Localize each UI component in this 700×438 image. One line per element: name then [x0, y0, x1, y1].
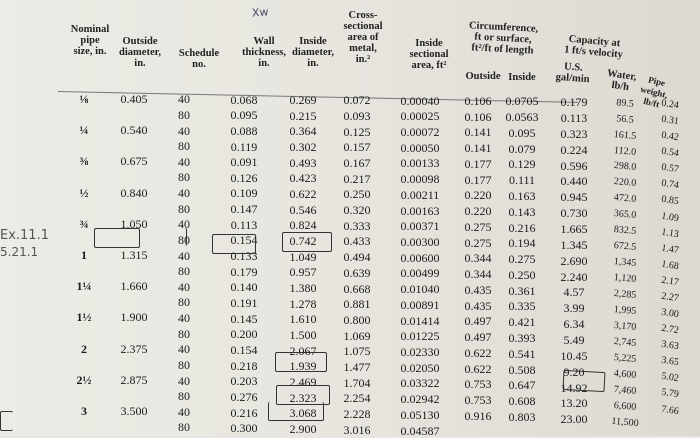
cell-gpm: 0.113 [560, 111, 588, 126]
cell-schedule: 80 [178, 326, 190, 341]
cell-pipe-weight: 3.65 [660, 354, 680, 369]
cell-circ-inside: 0.079 [508, 141, 536, 156]
cell-inside-diameter: 0.546 [289, 202, 317, 217]
cell-pipe-weight: 2.72 [660, 322, 680, 337]
cell-gpm: 5.49 [563, 333, 585, 348]
cell-schedule: 80 [178, 295, 190, 310]
cell-wall-thickness: 0.119 [230, 139, 258, 154]
cell-inside-diameter: 3.068 [289, 406, 317, 421]
cell-circ-outside: 0.753 [464, 393, 492, 408]
cell-metal-area: 0.333 [343, 218, 371, 233]
cell-pipe-weight: 0.57 [660, 162, 680, 176]
cell-water-lbh: 2,745 [613, 336, 637, 350]
cell-schedule: 80 [178, 389, 190, 404]
cell-gpm: 14.92 [560, 380, 588, 395]
cell-pipe-weight: 2.17 [660, 274, 680, 289]
cell-metal-area: 2.228 [343, 407, 371, 422]
cell-gpm: 0.323 [560, 126, 588, 141]
cell-circ-inside: 0.0705 [505, 94, 539, 109]
cell-inside-diameter: 2.469 [289, 374, 317, 389]
header-wall-thickness: Wall thickness, in. [241, 36, 287, 69]
cell-circ-inside: 0.541 [508, 346, 536, 361]
cell-water-lbh: 4,600 [613, 368, 637, 382]
cell-circ-inside: 0.803 [508, 409, 536, 424]
cell-pipe-weight: 0.74 [660, 178, 680, 192]
cell-outside-diameter: 2.375 [120, 341, 148, 356]
cell-inside-area: 0.01225 [400, 329, 440, 344]
cell-circ-inside: 0.250 [508, 267, 536, 282]
cell-circ-outside: 0.753 [464, 377, 492, 392]
cell-inside-area: 0.02330 [400, 345, 440, 360]
cell-circ-inside: 0.361 [508, 283, 536, 298]
cell-metal-area: 0.157 [343, 140, 371, 155]
cell-inside-diameter: 0.493 [289, 155, 317, 170]
cell-circ-inside: 0.095 [508, 125, 536, 140]
cell-schedule: 40 [178, 217, 190, 232]
cell-inside-area: 0.03322 [400, 376, 440, 391]
cell-water-lbh: 6,600 [613, 400, 637, 413]
cell-inside-area: 0.05130 [400, 407, 440, 422]
cell-inside-area: 0.04587 [400, 423, 440, 438]
cell-circ-outside: 0.220 [464, 204, 492, 219]
cell-water-lbh: 298.0 [613, 160, 637, 174]
cell-wall-thickness: 0.276 [230, 389, 258, 404]
header-pipe-weight: Pipe weight, lb/ft [639, 74, 669, 110]
cell-circ-outside: 0.497 [464, 330, 492, 345]
cell-inside-diameter: 0.824 [289, 218, 317, 233]
cell-gpm: 2.240 [560, 269, 588, 284]
cell-nominal-size: 1½ [76, 310, 92, 325]
cell-metal-area: 0.800 [343, 312, 371, 327]
cell-gpm: 13.20 [560, 396, 588, 411]
cell-wall-thickness: 0.216 [230, 405, 258, 420]
cell-pipe-weight: 1.68 [660, 258, 680, 273]
cell-water-lbh: 161.5 [613, 128, 637, 142]
cell-metal-area: 0.494 [343, 250, 371, 265]
cell-outside-diameter: 0.540 [120, 123, 148, 138]
cell-outside-diameter: 2.875 [120, 372, 148, 387]
cell-gpm: 6.34 [563, 317, 585, 332]
cell-circ-outside: 0.177 [464, 156, 492, 171]
cell-metal-area: 0.881 [343, 297, 371, 312]
cell-circ-inside: 0.0563 [505, 110, 539, 125]
cell-metal-area: 1.069 [343, 328, 371, 343]
cell-nominal-size: ¾ [79, 216, 89, 231]
cell-inside-diameter: 1.500 [289, 327, 317, 342]
cell-nominal-size: 1¼ [76, 279, 92, 294]
cell-wall-thickness: 0.095 [230, 108, 258, 123]
cell-nominal-size: 1 [81, 248, 87, 262]
cell-wall-thickness: 0.133 [230, 249, 258, 264]
cell-metal-area: 1.477 [343, 360, 371, 375]
cell-circ-inside: 0.393 [508, 331, 536, 346]
cell-metal-area: 0.125 [343, 124, 371, 139]
cell-water-lbh: 220.0 [613, 176, 637, 190]
cell-gpm: 0.224 [560, 142, 588, 157]
cell-metal-area: 2.254 [343, 391, 371, 406]
cell-circ-outside: 0.141 [464, 141, 492, 156]
cell-water-lbh: 1,120 [613, 272, 637, 286]
cell-pipe-weight: 3.00 [660, 306, 680, 321]
cell-circ-outside: 0.275 [464, 219, 492, 234]
cell-inside-area: 0.00163 [400, 203, 440, 218]
cell-circ-inside: 0.275 [508, 252, 536, 267]
cell-schedule: 40 [178, 186, 190, 201]
cell-inside-area: 0.00098 [400, 172, 440, 187]
cell-inside-diameter: 0.215 [289, 108, 317, 123]
cell-inside-diameter: 0.622 [289, 186, 317, 201]
header-metal-area: Cross- sectional area of metal, in.² [343, 10, 383, 65]
cell-outside-diameter: 0.675 [120, 154, 148, 169]
cell-inside-area: 0.00891 [400, 297, 440, 312]
cell-pipe-weight: 0.42 [660, 129, 680, 144]
cell-gpm: 3.99 [563, 301, 585, 316]
cell-pipe-weight: 0.31 [660, 113, 680, 128]
cell-inside-area: 0.02050 [400, 360, 440, 375]
cell-inside-diameter: 1.939 [289, 359, 317, 374]
cell-water-lbh: 2,285 [613, 288, 637, 302]
cell-circ-outside: 0.622 [464, 345, 492, 360]
cell-water-lbh: 1,345 [613, 256, 637, 270]
cell-circ-outside: 0.275 [464, 235, 492, 250]
handwritten-note-ex-11-1: Ex.11.1 [0, 228, 49, 243]
cell-inside-diameter: 1.049 [289, 249, 317, 264]
cell-pipe-weight: 0.24 [660, 97, 680, 112]
cell-schedule: 80 [178, 201, 190, 216]
cell-inside-diameter: 0.742 [289, 233, 317, 248]
cell-gpm: 1.665 [560, 222, 588, 237]
cell-water-lbh: 112.0 [613, 144, 637, 158]
header-water-lbh: Water, lb/h [606, 68, 638, 94]
cell-circ-outside: 0.220 [464, 188, 492, 203]
cell-gpm: 0.440 [560, 174, 588, 189]
pen-box-od-1315 [94, 228, 140, 248]
cell-inside-area: 0.00072 [400, 124, 440, 139]
cell-circ-inside: 0.163 [508, 189, 536, 203]
cell-schedule: 40 [178, 92, 190, 107]
cell-inside-diameter: 2.323 [289, 390, 317, 405]
cell-schedule: 40 [178, 311, 190, 326]
cell-wall-thickness: 0.179 [230, 264, 258, 279]
cell-inside-area: 0.01414 [400, 313, 440, 328]
cell-metal-area: 3.016 [343, 422, 371, 437]
cell-inside-area: 0.00133 [400, 156, 440, 171]
cell-wall-thickness: 0.068 [230, 92, 258, 107]
cell-inside-diameter: 0.423 [289, 171, 317, 186]
cell-inside-diameter: 1.610 [289, 312, 317, 327]
cell-inside-area: 0.02942 [400, 392, 440, 407]
cell-outside-diameter: 0.405 [120, 92, 148, 106]
cell-metal-area: 0.433 [343, 234, 371, 249]
cell-circ-outside: 0.344 [464, 251, 492, 266]
cell-inside-diameter: 0.364 [289, 124, 317, 139]
cell-circ-inside: 0.194 [508, 236, 536, 251]
cell-wall-thickness: 0.191 [230, 296, 258, 311]
cell-wall-thickness: 0.147 [230, 202, 258, 217]
header-outside-diameter: Outside diameter, in. [119, 36, 161, 69]
cell-metal-area: 1.704 [343, 375, 371, 390]
cell-nominal-size: ½ [79, 185, 89, 200]
cell-gpm: 10.45 [560, 348, 588, 363]
cell-gpm: 23.00 [560, 412, 588, 427]
cell-gpm: 0.730 [560, 206, 588, 221]
cell-circ-inside: 0.508 [508, 362, 536, 377]
cell-pipe-weight: 0.54 [660, 145, 680, 160]
cell-metal-area: 0.217 [343, 171, 371, 186]
cell-wall-thickness: 0.218 [230, 358, 258, 373]
cell-gpm: 2.690 [560, 253, 588, 268]
cell-inside-area: 0.00211 [400, 187, 440, 202]
cell-circ-outside: 0.106 [464, 93, 492, 108]
cell-schedule: 80 [178, 357, 190, 372]
cell-pipe-weight: 5.02 [660, 371, 680, 385]
cell-wall-thickness: 0.109 [230, 186, 258, 201]
cell-outside-diameter: 3.500 [120, 404, 148, 418]
cell-gpm: 4.57 [563, 285, 585, 300]
cell-wall-thickness: 0.300 [230, 421, 258, 436]
cell-circ-inside: 0.608 [508, 394, 536, 409]
cell-wall-thickness: 0.154 [230, 342, 258, 357]
header-schedule-no: Schedule no. [178, 48, 220, 70]
cell-inside-area: 0.01040 [400, 282, 440, 297]
cell-metal-area: 0.093 [343, 108, 371, 123]
cell-circ-outside: 0.622 [464, 361, 492, 376]
cell-gpm: 9.20 [563, 364, 585, 379]
cell-inside-diameter: 1.278 [289, 296, 317, 311]
cell-circ-outside: 0.106 [464, 109, 492, 124]
cell-water-lbh: 832.5 [613, 224, 637, 238]
pen-mark-row3 [0, 411, 13, 431]
cell-pipe-weight: 2.27 [660, 290, 680, 305]
cell-water-lbh: 672.5 [613, 240, 637, 254]
header-inside-area: Inside sectional area, ft² [409, 38, 449, 71]
cell-pipe-weight: 1.13 [660, 226, 680, 240]
header-capacity: Capacity at 1 ft/s velocity [563, 33, 624, 61]
cell-inside-area: 0.00025 [400, 109, 440, 124]
cell-wall-thickness: 0.203 [230, 374, 258, 389]
cell-inside-diameter: 0.302 [289, 139, 317, 154]
cell-circ-outside: 0.435 [464, 298, 492, 313]
cell-nominal-size: 2 [81, 341, 87, 356]
header-circumference-outside: Outside [465, 71, 501, 82]
cell-nominal-size: ¼ [79, 123, 89, 138]
cell-outside-diameter: 1.315 [120, 248, 148, 262]
cell-pipe-weight: 0.85 [660, 194, 680, 208]
cell-schedule: 40 [178, 248, 190, 263]
header-us-gal-min: U.S. gal/min [555, 61, 590, 86]
cell-wall-thickness: 0.088 [230, 123, 258, 138]
cell-circ-inside: 0.216 [508, 220, 536, 235]
cell-schedule: 40 [178, 404, 190, 419]
cell-schedule: 40 [178, 342, 190, 357]
cell-schedule: 80 [178, 232, 190, 247]
cell-schedule: 80 [178, 420, 190, 435]
cell-outside-diameter: 1.050 [120, 216, 148, 231]
cell-circ-inside: 0.129 [508, 157, 536, 172]
cell-circ-outside: 0.141 [464, 125, 492, 140]
cell-outside-diameter: 1.900 [120, 310, 148, 325]
cell-schedule: 40 [178, 279, 190, 294]
cell-pipe-weight: 3.63 [660, 338, 680, 353]
cell-schedule: 80 [178, 170, 190, 185]
cell-water-lbh: 11,500 [611, 415, 640, 430]
cell-circ-inside: 0.143 [508, 204, 536, 219]
cell-gpm: 0.596 [560, 158, 588, 173]
header-nominal-size: Nominal pipe size, in. [70, 24, 110, 57]
cell-circ-outside: 0.916 [464, 408, 492, 423]
cell-metal-area: 0.072 [343, 93, 371, 108]
cell-metal-area: 0.668 [343, 281, 371, 296]
cell-inside-area: 0.00040 [400, 93, 440, 108]
cell-inside-area: 0.00300 [400, 234, 440, 249]
cell-water-lbh: 1,995 [613, 304, 637, 318]
cell-pipe-weight: 7.66 [660, 403, 680, 417]
cell-circ-inside: 0.647 [508, 378, 536, 393]
cell-wall-thickness: 0.145 [230, 311, 258, 326]
cell-circ-inside: 0.421 [508, 315, 536, 330]
cell-water-lbh: 365.0 [613, 208, 637, 222]
cell-pipe-weight: 1.47 [660, 242, 680, 257]
cell-metal-area: 1.075 [343, 344, 371, 359]
cell-schedule: 80 [178, 107, 190, 122]
cell-pipe-weight: 1.09 [660, 210, 680, 224]
cell-water-lbh: 56.5 [615, 112, 635, 126]
cell-wall-thickness: 0.126 [230, 170, 258, 185]
cell-circ-outside: 0.435 [464, 282, 492, 297]
handwritten-note-5-21-1: 5.21.1 [0, 245, 39, 259]
cell-metal-area: 0.167 [343, 155, 371, 170]
cell-circ-inside: 0.111 [508, 173, 536, 188]
cell-inside-diameter: 2.067 [289, 343, 317, 358]
header-circumference: Circumference, ft or surface, ft²/ft of length [468, 20, 539, 57]
cell-schedule: 40 [178, 373, 190, 388]
cell-metal-area: 0.639 [343, 265, 371, 280]
cell-metal-area: 0.320 [343, 203, 371, 218]
cell-metal-area: 0.250 [343, 187, 371, 202]
header-inside-diameter: Inside diameter, in. [292, 36, 334, 69]
cell-inside-area: 0.00499 [400, 266, 440, 281]
cell-wall-thickness: 0.091 [230, 155, 258, 170]
cell-circ-outside: 0.497 [464, 314, 492, 329]
cell-schedule: 80 [178, 139, 190, 154]
cell-outside-diameter: 1.660 [120, 279, 148, 294]
cell-gpm: 1.345 [560, 237, 588, 252]
cell-gpm: 0.179 [560, 95, 588, 110]
cell-nominal-size: ⅜ [79, 154, 89, 169]
cell-inside-diameter: 1.380 [289, 280, 317, 295]
cell-circ-outside: 0.344 [464, 267, 492, 282]
cell-inside-area: 0.00600 [400, 250, 440, 265]
cell-inside-area: 0.00371 [400, 219, 440, 234]
cell-wall-thickness: 0.113 [230, 217, 258, 232]
cell-water-lbh: 3,170 [613, 320, 637, 334]
cell-outside-diameter: 0.840 [120, 185, 148, 200]
cell-inside-area: 0.00050 [400, 140, 440, 155]
cell-schedule: 80 [178, 264, 190, 279]
cell-schedule: 40 [178, 154, 190, 169]
cell-nominal-size: 3 [81, 404, 87, 418]
cell-circ-outside: 0.177 [464, 172, 492, 187]
cell-wall-thickness: 0.200 [230, 327, 258, 342]
cell-schedule: 40 [178, 123, 190, 138]
cell-inside-diameter: 0.957 [289, 265, 317, 280]
cell-inside-diameter: 0.269 [289, 92, 317, 107]
cell-gpm: 0.945 [560, 190, 588, 205]
cell-wall-thickness: 0.140 [230, 280, 258, 295]
cell-nominal-size: ⅛ [79, 92, 89, 106]
cell-water-lbh: 89.5 [615, 96, 635, 110]
cell-nominal-size: 2½ [76, 372, 92, 387]
cell-water-lbh: 7,460 [613, 384, 637, 397]
header-circumference-inside: Inside [508, 72, 536, 83]
cell-inside-diameter: 2.900 [289, 422, 317, 436]
cell-pipe-weight: 5.79 [660, 387, 680, 401]
cell-circ-inside: 0.335 [508, 299, 536, 314]
cell-water-lbh: 5,225 [613, 352, 637, 366]
cell-water-lbh: 472.0 [613, 192, 637, 206]
cell-wall-thickness: 0.154 [230, 233, 258, 248]
handwritten-note-xw: Xw [251, 5, 269, 20]
